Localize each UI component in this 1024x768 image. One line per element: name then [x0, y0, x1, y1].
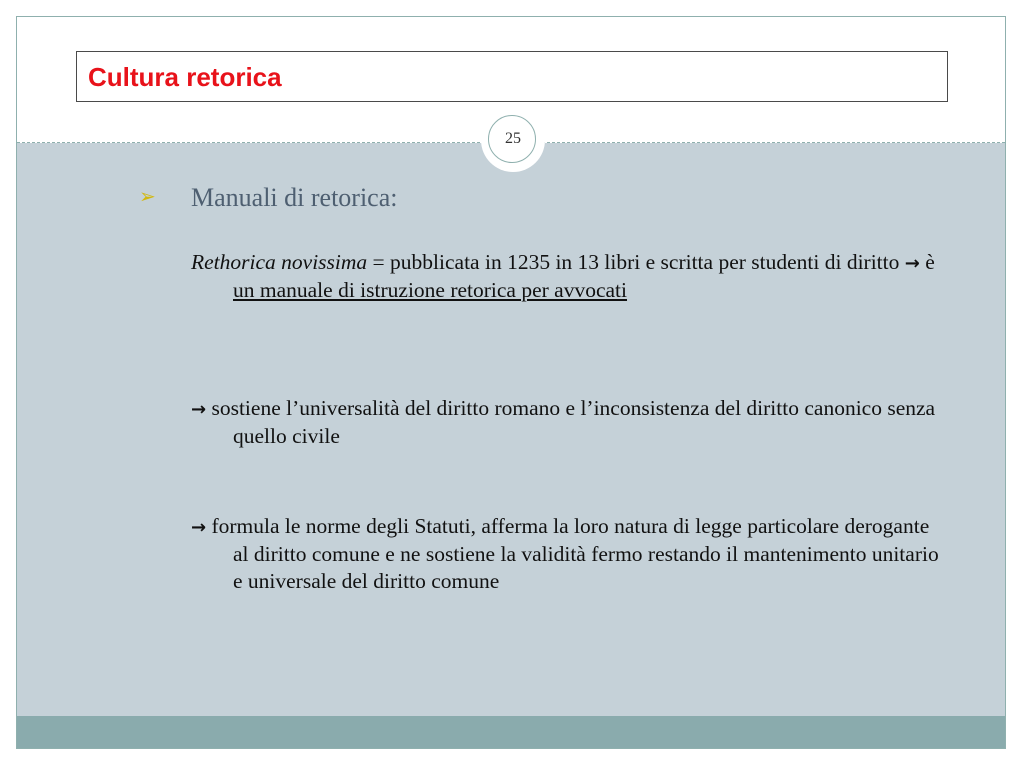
- bullet-heading: Manuali di retorica:: [191, 183, 398, 212]
- paragraph-text: = pubblicata in 1235 in 13 libri e scritta per studenti di diritto: [367, 250, 905, 274]
- page-number: 25: [505, 130, 521, 147]
- paragraph-rethorica-novissima: [191, 249, 941, 304]
- paragraph-text: formula le norme degli Statuti, afferma la loro natura di legge particolare derogante al diritto comune e ne sostiene la validità fermo restando il mantenimento unitario e universale del diritto comune: [206, 514, 939, 593]
- right-arrow-icon: →: [191, 517, 207, 538]
- paragraph-text: è: [919, 250, 935, 274]
- slide-title: Cultura retorica: [88, 62, 282, 92]
- book-title: Rethorica novissima: [191, 250, 368, 274]
- paragraph-universalita: [191, 395, 941, 450]
- underlined-definition: un manuale di istruzione retorica per avvocati: [233, 278, 628, 302]
- right-arrow-icon: →: [191, 399, 207, 420]
- paragraph-text: sostiene l’universalità del diritto romano e l’inconsistenza del diritto canonico senza quello civile: [206, 396, 936, 448]
- paragraph-statuti: [191, 513, 941, 595]
- right-arrow-icon: →: [904, 253, 920, 274]
- arrow-bullet-icon: ➢: [139, 184, 156, 208]
